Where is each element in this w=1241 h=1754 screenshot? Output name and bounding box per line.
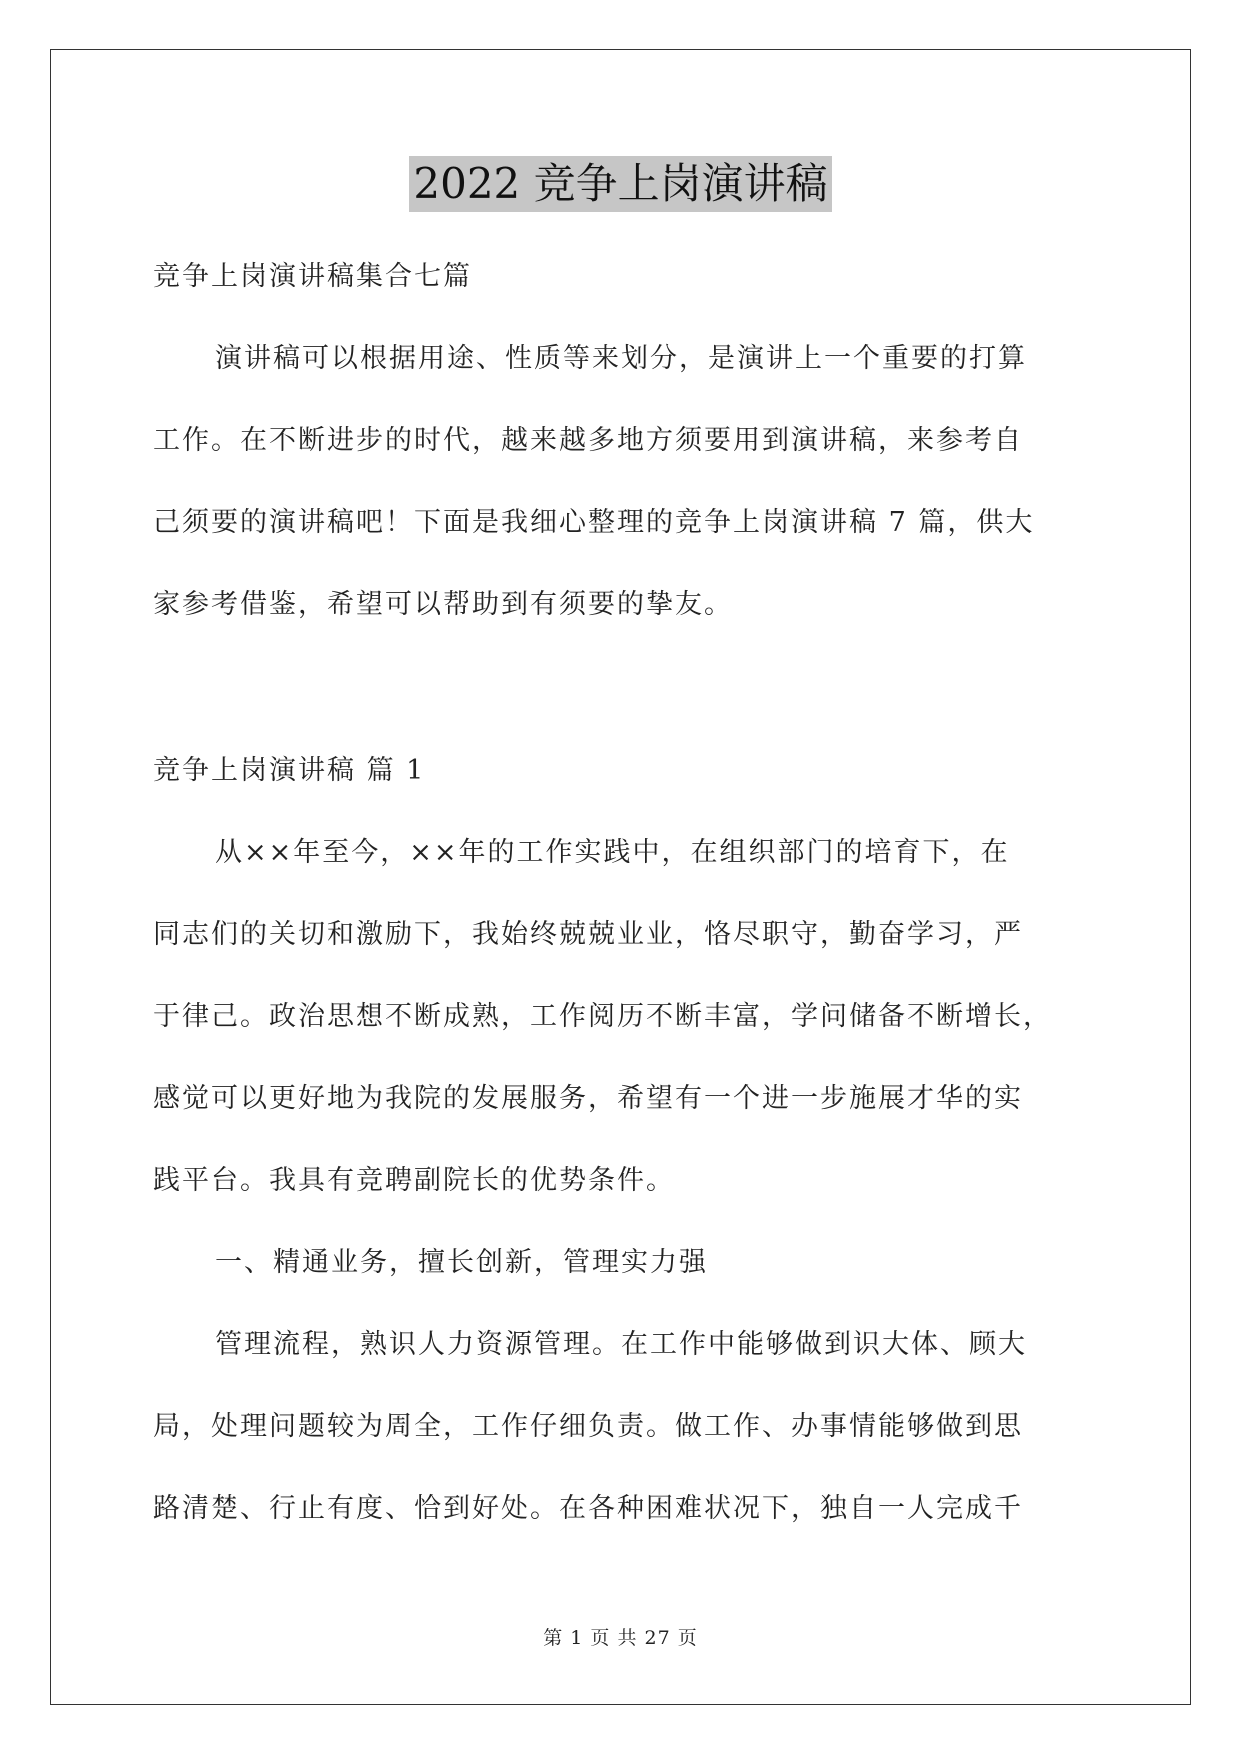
paragraph-line: 管理流程，熟识人力资源管理。在工作中能够做到识大体、顾大 xyxy=(215,1329,1027,1360)
title-container xyxy=(0,156,1241,212)
paragraph-line: 路清楚、行止有度、恰到好处。在各种困难状况下，独自一人完成千 xyxy=(153,1493,1023,1524)
paragraph-line: 局，处理问题较为周全，工作仔细负责。做工作、办事情能够做到思 xyxy=(153,1411,1023,1442)
intro-line: 演讲稿可以根据用途、性质等来划分，是演讲上一个重要的打算 xyxy=(215,343,1027,374)
intro-paragraph xyxy=(153,318,1093,646)
document-title: 2022 竞争上岗演讲稿 xyxy=(409,156,831,212)
document-body xyxy=(153,236,1093,1550)
section-heading: 竞争上岗演讲稿 篇 1 xyxy=(153,755,426,786)
paragraph-line: 同志们的关切和激励下，我始终兢兢业业，恪尽职守，勤奋学习，严 xyxy=(153,919,1023,950)
document-subtitle: 竞争上岗演讲稿集合七篇 xyxy=(153,261,472,292)
section-paragraph-2 xyxy=(153,1304,1093,1550)
page-number-footer: 第 1 页 共 27 页 xyxy=(543,1627,698,1649)
intro-line: 家参考借鉴，希望可以帮助到有须要的挚友。 xyxy=(153,589,733,620)
paragraph-line: 从××年至今，××年的工作实践中，在组织部门的培育下，在 xyxy=(215,837,1010,868)
intro-line: 工作。在不断进步的时代，越来越多地方须要用到演讲稿，来参考自 xyxy=(153,425,1023,456)
paragraph-line: 践平台。我具有竞聘副院长的优势条件。 xyxy=(153,1165,675,1196)
intro-line: 己须要的演讲稿吧！下面是我细心整理的竞争上岗演讲稿 7 篇，供大 xyxy=(153,507,1035,538)
section-paragraph-1 xyxy=(153,812,1093,1222)
point-heading: 一、精通业务，擅长创新，管理实力强 xyxy=(215,1247,708,1278)
paragraph-line: 于律己。政治思想不断成熟，工作阅历不断丰富，学问储备不断增长， xyxy=(153,1001,1052,1032)
paragraph-line: 感觉可以更好地为我院的发展服务，希望有一个进一步施展才华的实 xyxy=(153,1083,1023,1114)
